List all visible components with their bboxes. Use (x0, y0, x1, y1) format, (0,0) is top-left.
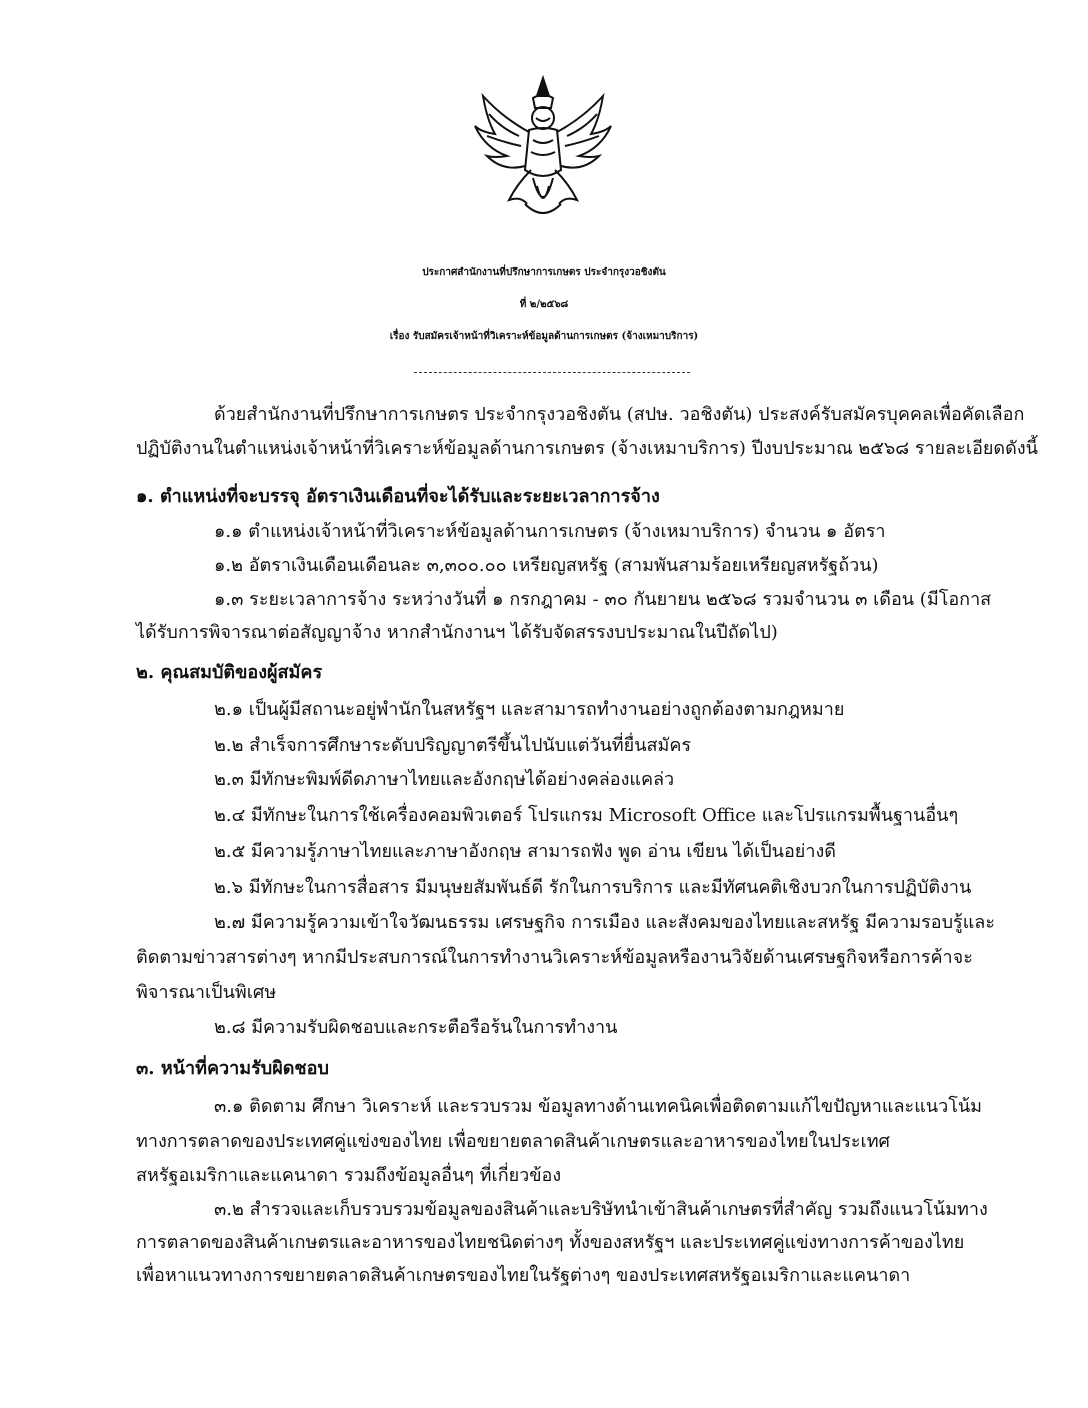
section-1-item-3-line-1: ๑.๓ ระยะเวลาการจ้าง ระหว่างวันที่ ๑ กรกฎาคม - ๓๐ กันยายน ๒๕๖๘ รวมจำนวน ๓ เดือน (มีโอกาส (214, 589, 992, 610)
section-3-item-1-line-1: ๓.๑ ติดตาม ศึกษา วิเคราะห์ และรวบรวม ข้อมูลทางด้านเทคนิคเพื่อติดตามแก้ไขปัญหาและแนวโน้ม (214, 1096, 983, 1117)
section-2-item-3: ๒.๓ มีทักษะพิมพ์ดีดภาษาไทยและอังกฤษได้อย่างคล่องแคล่ว (214, 769, 675, 790)
header-divider (414, 372, 690, 373)
section-2-item-4: ๒.๔ มีทักษะในการใช้เครื่องคอมพิวเตอร์ โปรแกรม Microsoft Office และโปรแกรมพื้นฐานอื่นๆ (214, 805, 959, 826)
section-3-item-2-line-3: เพื่อหาแนวทางการขยายตลาดสินค้าเกษตรของไทยในรัฐต่างๆ ของประเทศสหรัฐอเมริกาและแคนาดา (136, 1265, 911, 1286)
section-2-item-7-line-1: ๒.๗ มีความรู้ความเข้าใจวัฒนธรรม เศรษฐกิจ การเมือง และสังคมของไทยและสหรัฐ มีความรอบรู้และ (214, 912, 996, 933)
section-1-item-3-line-2: ได้รับการพิจารณาต่อสัญญาจ้าง หากสำนักงานฯ ได้รับจัดสรรงบประมาณในปีถัดไป) (136, 622, 778, 643)
section-3-heading: ๓. หน้าที่ความรับผิดชอบ (136, 1058, 329, 1079)
section-2-item-2: ๒.๒ สำเร็จการศึกษาระดับปริญญาตรีขึ้นไปนับแต่วันที่ยื่นสมัคร (214, 735, 692, 756)
section-3-item-1-line-3: สหรัฐอเมริกาและแคนาดา รวมถึงข้อมูลอื่นๆ ที่เกี่ยวข้อง (136, 1165, 562, 1186)
section-3-item-1-line-2: ทางการตลาดของประเทศคู่แข่งของไทย เพื่อขยายตลาดสินค้าเกษตรและอาหารของไทยในประเทศ (136, 1131, 890, 1152)
section-1-item-2: ๑.๒ อัตราเงินเดือนเดือนละ ๓,๓๐๐.๐๐ เหรียญสหรัฐ (สามพันสามร้อยเหรียญสหรัฐถ้วน) (214, 555, 879, 576)
section-3-item-2-line-2: การตลาดของสินค้าเกษตรและอาหารของไทยชนิดต่างๆ ทั้งของสหรัฐฯ และประเทศคู่แข่งทางการค้าของไทย (136, 1232, 965, 1253)
intro-line-1: ด้วยสำนักงานที่ปรึกษาการเกษตร ประจำกรุงวอชิงตัน (สปษ. วอชิงตัน) ประสงค์รับสมัครบุคคลเพื่อคัดเลือก (214, 404, 1025, 425)
section-2-item-1: ๒.๑ เป็นผู้มีสถานะอยู่พำนักในสหรัฐฯ และสามารถทำงานอย่างถูกต้องตามกฎหมาย (214, 699, 845, 720)
section-2-heading: ๒. คุณสมบัติของผู้สมัคร (136, 662, 323, 683)
section-2-item-8: ๒.๘ มีความรับผิดชอบและกระตือรือร้นในการทำงาน (214, 1017, 618, 1038)
section-1-item-1: ๑.๑ ตำแหน่งเจ้าหน้าที่วิเคราะห์ข้อมูลด้านการเกษตร (จ้างเหมาบริการ) จำนวน ๑ อัตรา (214, 521, 886, 542)
intro-line-2: ปฏิบัติงานในตำแหน่งเจ้าหน้าที่วิเคราะห์ข้อมูลด้านการเกษตร (จ้างเหมาบริการ) ปีงบประมาณ ๒๕๖๘ รายละเอียดดังนี้ (136, 438, 1038, 459)
section-1-heading: ๑. ตำแหน่งที่จะบรรจุ อัตราเงินเดือนที่จะได้รับและระยะเวลาการจ้าง (136, 486, 660, 507)
section-2-item-6: ๒.๖ มีทักษะในการสื่อสาร มีมนุษยสัมพันธ์ดี รักในการบริการ และมีทัศนคติเชิงบวกในการปฏิบัติงาน (214, 877, 972, 898)
announcement-subject: เรื่อง รับสมัครเจ้าหน้าที่วิเคราะห์ข้อมูลด้านการเกษตร (จ้างเหมาบริการ) (389, 331, 699, 342)
garuda-emblem (473, 74, 613, 222)
section-2-item-7-line-2: ติดตามข่าวสารต่างๆ หากมีประสบการณ์ในการทำงานวิเคราะห์ข้อมูลหรืองานวิจัยด้านเศรษฐกิจหรือการค้าจะ (136, 947, 973, 968)
section-2-item-5: ๒.๕ มีความรู้ภาษาไทยและภาษาอังกฤษ สามารถฟัง พูด อ่าน เขียน ได้เป็นอย่างดี (214, 841, 836, 862)
section-3-item-2-line-1: ๓.๒ สำรวจและเก็บรวบรวมข้อมูลของสินค้าและบริษัทนำเข้าสินค้าเกษตรที่สำคัญ รวมถึงแนวโน้มทาง (214, 1199, 988, 1220)
announcement-number: ที่ ๒/๒๕๖๘ (519, 299, 569, 310)
section-2-item-7-line-3: พิจารณาเป็นพิเศษ (136, 982, 277, 1003)
announcement-title: ประกาศสำนักงานที่ปรึกษาการเกษตร ประจำกรุงวอชิงตัน (422, 267, 666, 278)
